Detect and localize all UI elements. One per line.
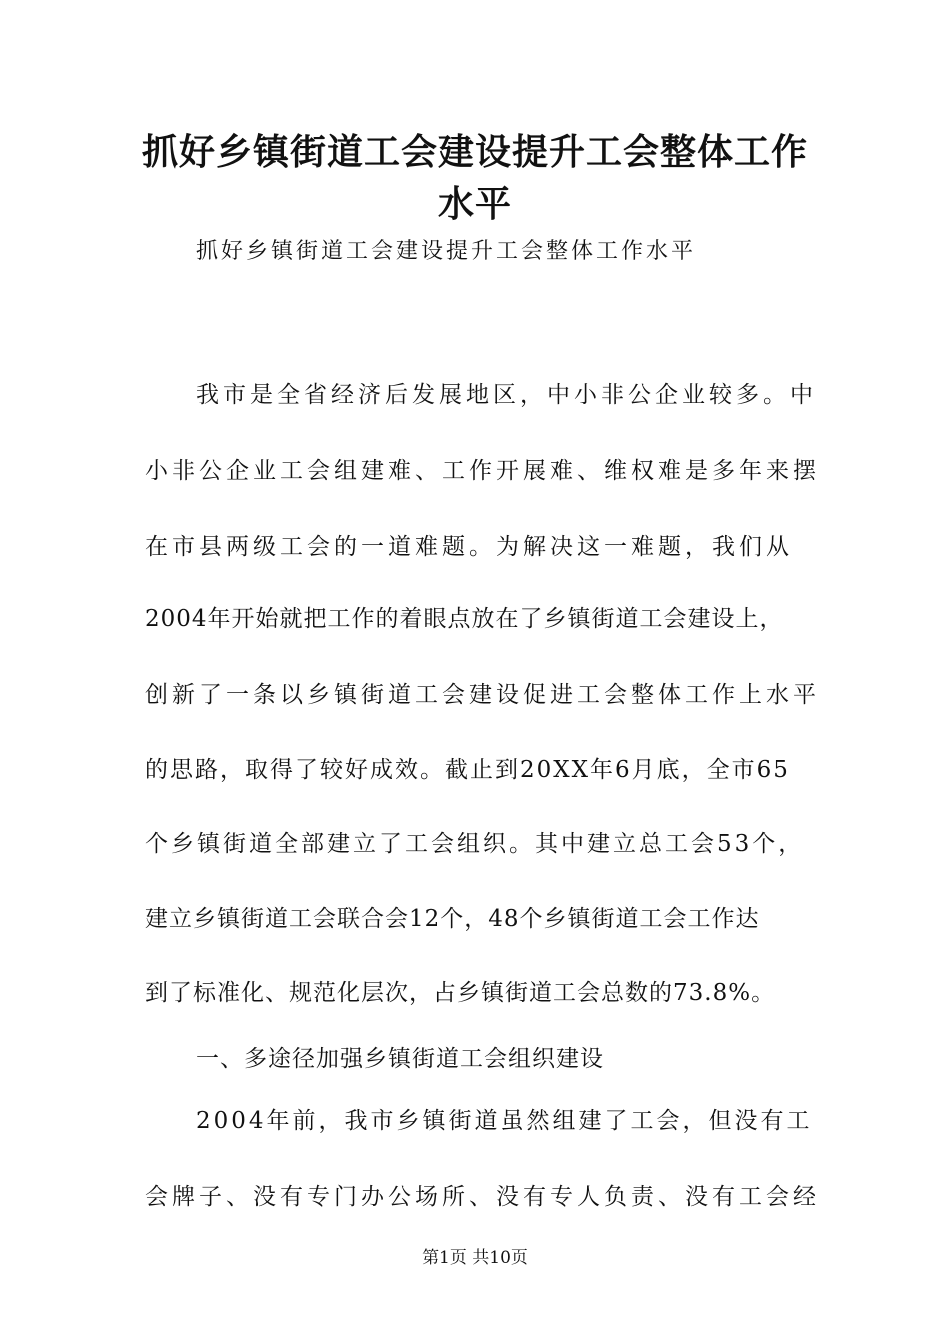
paragraph-line: 的思路，取得了较好成效。截止到20XX年6月底，全市65 [145, 757, 790, 783]
paragraph-line: 会牌子、没有专门办公场所、没有专人负责、没有工会经 [145, 1184, 820, 1210]
page-footer: 第1页 共10页 [422, 1248, 528, 1268]
document-subtitle: 抓好乡镇街道工会建设提升工会整体工作水平 [196, 239, 697, 264]
paragraph-line: 2004年前，我市乡镇街道虽然组建了工会，但没有工 [196, 1108, 813, 1134]
paragraph-line: 在市县两级工会的一道难题。为解决这一难题，我们从 [145, 534, 793, 560]
paragraph-line: 到了标准化、规范化层次，占乡镇街道工会总数的73.8%。 [145, 980, 776, 1006]
document-title-line-1: 抓好乡镇街道工会建设提升工会整体工作 [141, 132, 808, 173]
paragraph-line: 创新了一条以乡镇街道工会建设促进工会整体工作上水平 [145, 682, 820, 708]
paragraph-line: 个乡镇街道全部建立了工会组织。其中建立总工会53个， [145, 831, 805, 857]
paragraph-line: 2004年开始就把工作的着眼点放在了乡镇街道工会建设上， [145, 606, 784, 632]
paragraph-line: 小非公企业工会组建难、工作开展难、维权难是多年来摆 [145, 458, 820, 484]
section-heading: 一、多途径加强乡镇街道工会组织建设 [196, 1046, 604, 1072]
paragraph-line: 建立乡镇街道工会联合会12个，48个乡镇街道工会工作达 [145, 906, 760, 932]
paragraph-line: 我市是全省经济后发展地区，中小非公企业较多。中 [196, 382, 817, 408]
document-title-line-2: 水平 [437, 184, 512, 225]
